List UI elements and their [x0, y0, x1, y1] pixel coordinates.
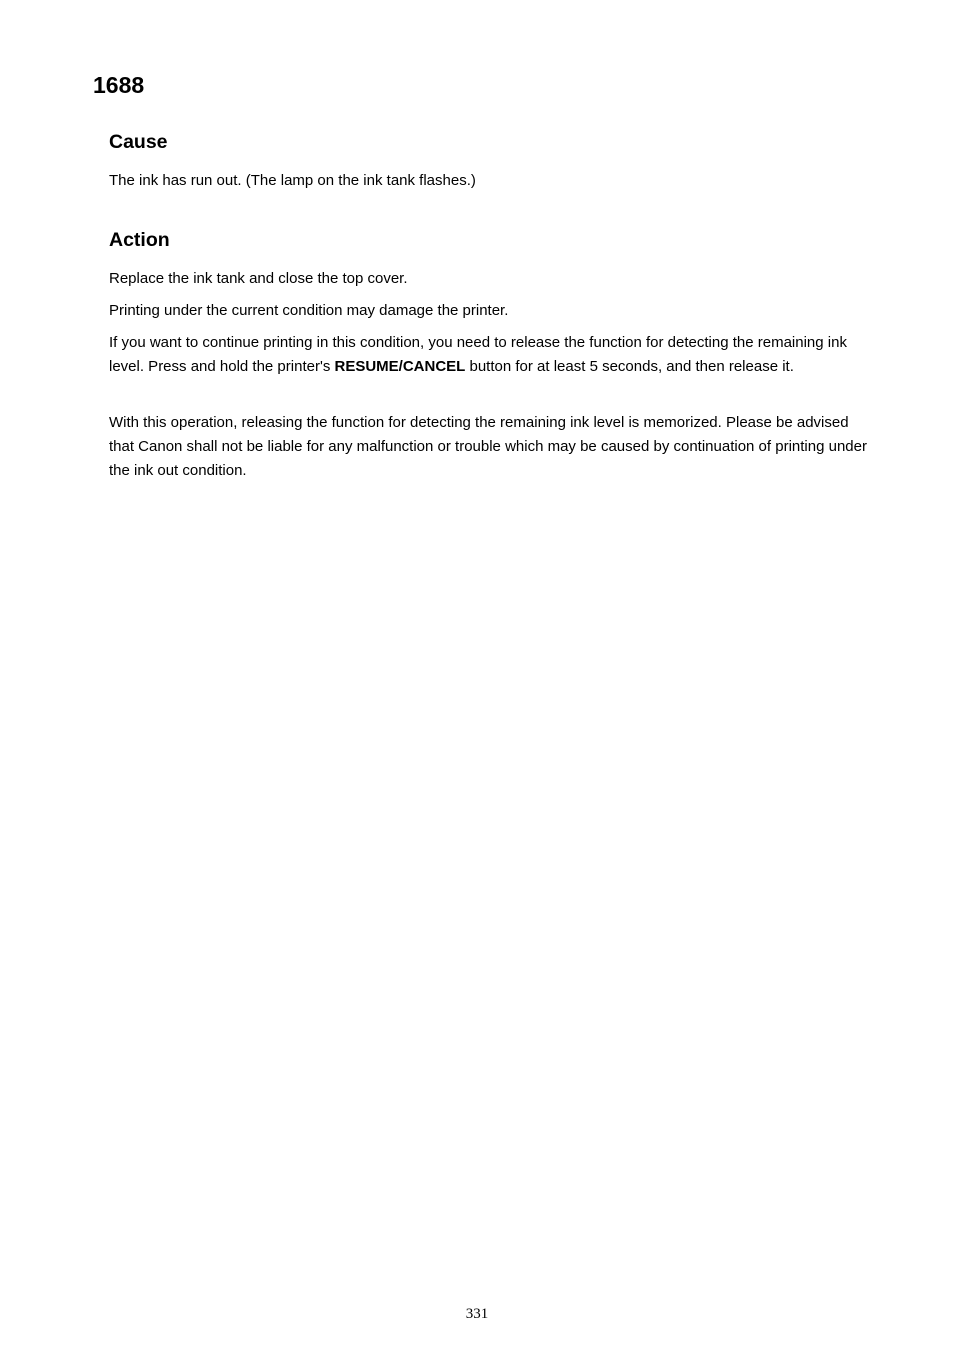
page-title: 1688 — [93, 72, 145, 98]
action-paragraph-4: With this operation, releasing the function for detecting the remaining ink level is memorized. Please be advised that Canon shall not be liable for any malfunction or trouble which may be caused by continuation of printing under the ink out condition. — [109, 414, 867, 479]
cause-text: The ink has run out. (The lamp on the ink tank flashes.) — [109, 172, 476, 189]
action-paragraph-3-end: button for at least 5 seconds, and then release it. — [465, 358, 794, 375]
cause-heading: Cause — [109, 131, 168, 153]
action-paragraph-3 — [109, 331, 869, 379]
resume-cancel-button-label: RESUME/CANCEL — [334, 358, 466, 375]
action-paragraph-2: Printing under the current condition may damage the printer. — [109, 302, 509, 319]
action-paragraph-3-start: If you want to continue printing in this condition, you need to release the function for detecting the remaining ink level. Press and hold the printer's — [109, 334, 847, 375]
action-heading: Action — [109, 229, 170, 251]
page-number: 331 — [465, 1306, 489, 1322]
action-paragraph-1: Replace the ink tank and close the top cover. — [109, 270, 408, 287]
